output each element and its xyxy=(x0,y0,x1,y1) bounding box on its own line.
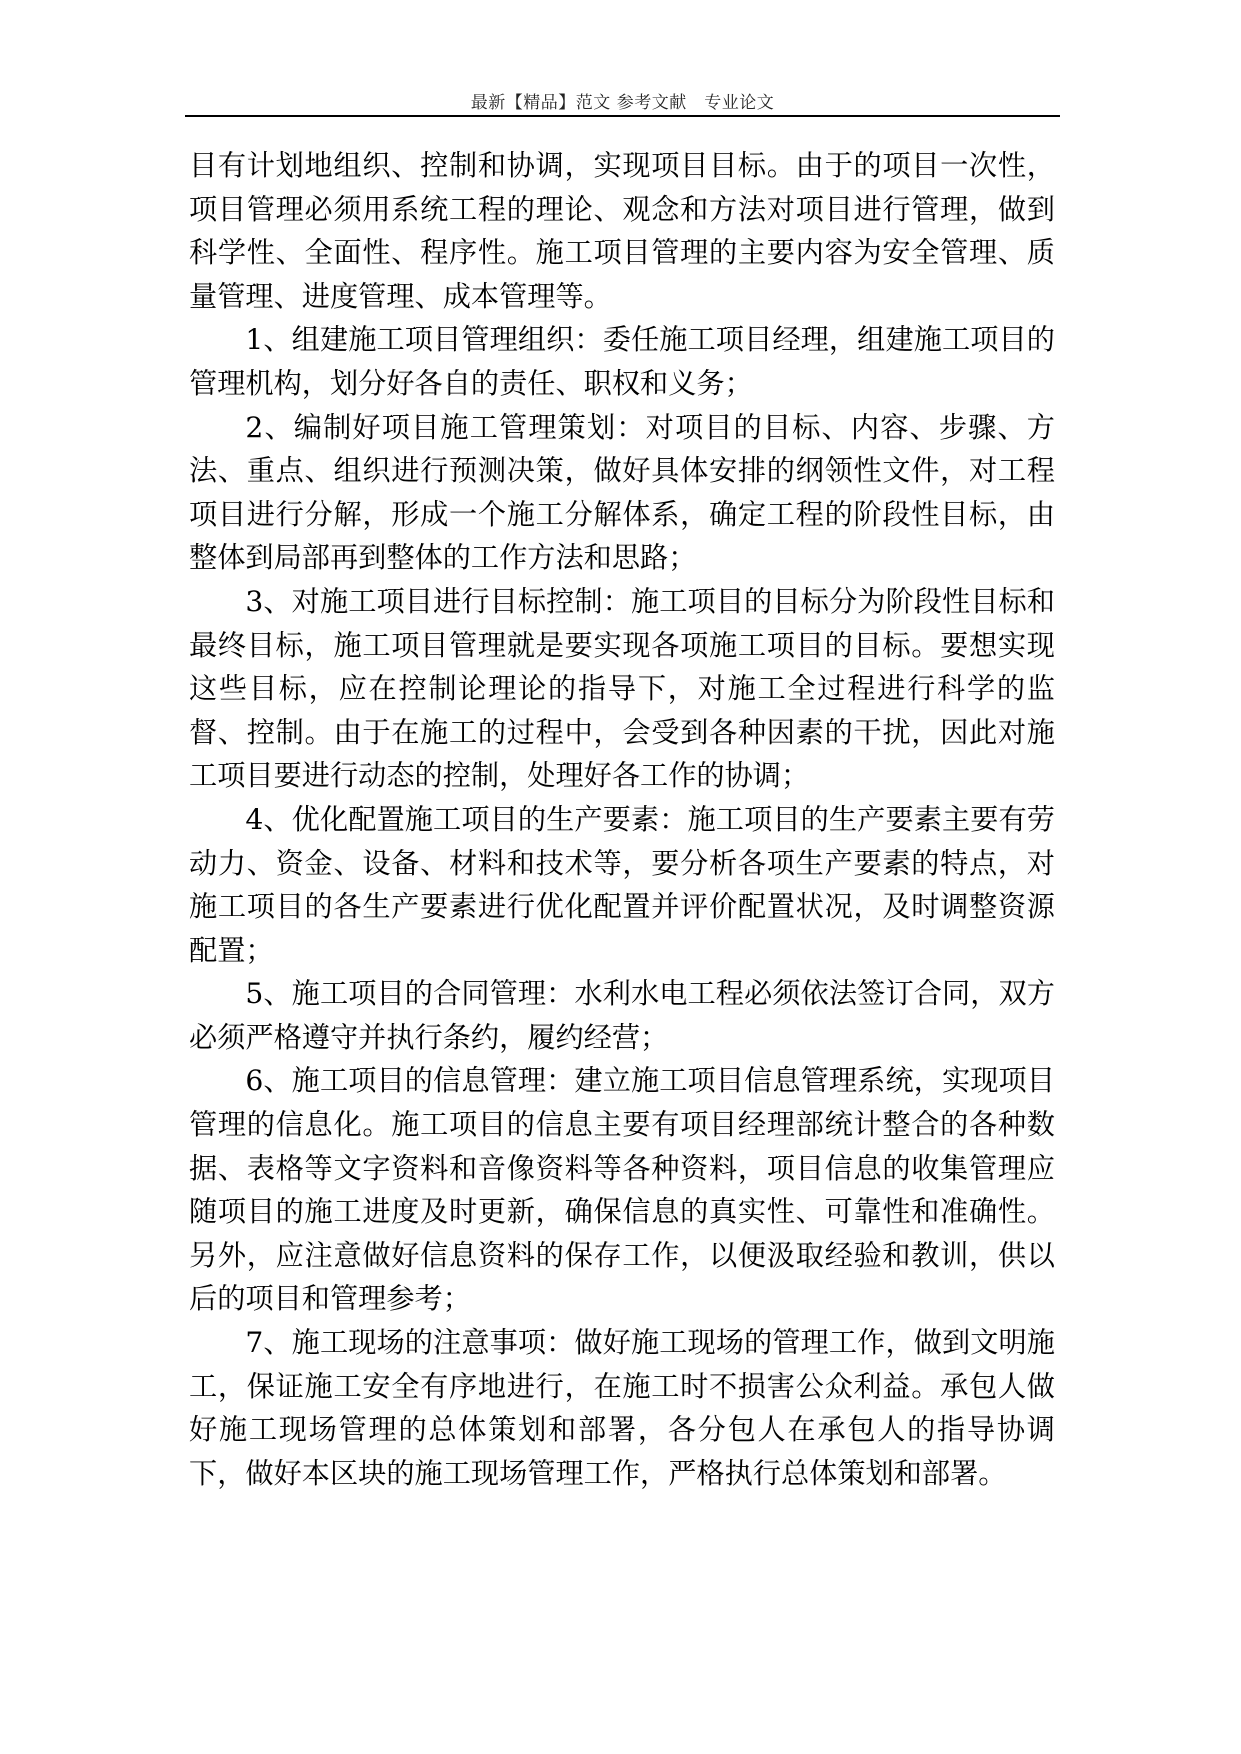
paragraph-item-5: 5、施工项目的合同管理：水利水电工程必须依法签订合同，双方必须严格遵守并执行条约，履约经营； xyxy=(189,977,1055,1054)
paragraph-item-4: 4、优化配置施工项目的生产要素：施工项目的生产要素主要有劳动力、资金、设备、材料和技术等，要分析各项生产要素的特点，对施工项目的各生产要素进行优化配置并评价配置状况，及时调整资源配置； xyxy=(189,802,1055,967)
header-divider xyxy=(185,115,1060,117)
paragraph-item-3: 3、对施工项目进行目标控制：施工项目的目标分为阶段性目标和最终目标，施工项目管理就是要实现各项施工项目的目标。要想实现这些目标，应在控制论理论的指导下，对施工全过程进行科学的监督、控制。由于在施工的过程中，会受到各种因素的干扰，因此对施工项目要进行动态的控制，处理好各工作的协调； xyxy=(189,584,1055,793)
paragraph-continuation: 目有计划地组织、控制和协调，实现项目目标。由于的项目一次性，项目管理必须用系统工程的理论、观念和方法对项目进行管理，做到科学性、全面性、程序性。施工项目管理的主要内容为安全管理、质量管理、进度管理、成本管理等。 xyxy=(189,149,1055,313)
document-body xyxy=(189,144,1055,1495)
paragraph-item-7: 7、施工现场的注意事项：做好施工现场的管理工作，做到文明施工，保证施工安全有序地进行，在施工时不损害公众利益。承包人做好施工现场管理的总体策划和部署，各分包人在承包人的指导协调下，做好本区块的施工现场管理工作，严格执行总体策划和部署。 xyxy=(189,1326,1055,1490)
paragraph-item-2: 2、编制好项目施工管理策划：对项目的目标、内容、步骤、方法、重点、组织进行预测决策，做好具体安排的纲领性文件，对工程项目进行分解，形成一个施工分解体系，确定工程的阶段性目标，由整体到局部再到整体的工作方法和思路； xyxy=(189,410,1055,575)
page-header: 最新【精品】范文 参考文献 专业论文 xyxy=(470,93,775,113)
paragraph-item-6: 6、施工项目的信息管理：建立施工项目信息管理系统，实现项目管理的信息化。施工项目的信息主要有项目经理部统计整合的各种数据、表格等文字资料和音像资料等各种资料，项目信息的收集管理应随项目的施工进度及时更新，确保信息的真实性、可靠性和准确性。另外，应注意做好信息资料的保存工作，以便汲取经验和教训，供以后的项目和管理参考； xyxy=(189,1064,1055,1316)
paragraph-item-1: 1、组建施工项目管理组织：委任施工项目经理，组建施工项目的管理机构，划分好各自的责任、职权和义务； xyxy=(189,323,1055,400)
